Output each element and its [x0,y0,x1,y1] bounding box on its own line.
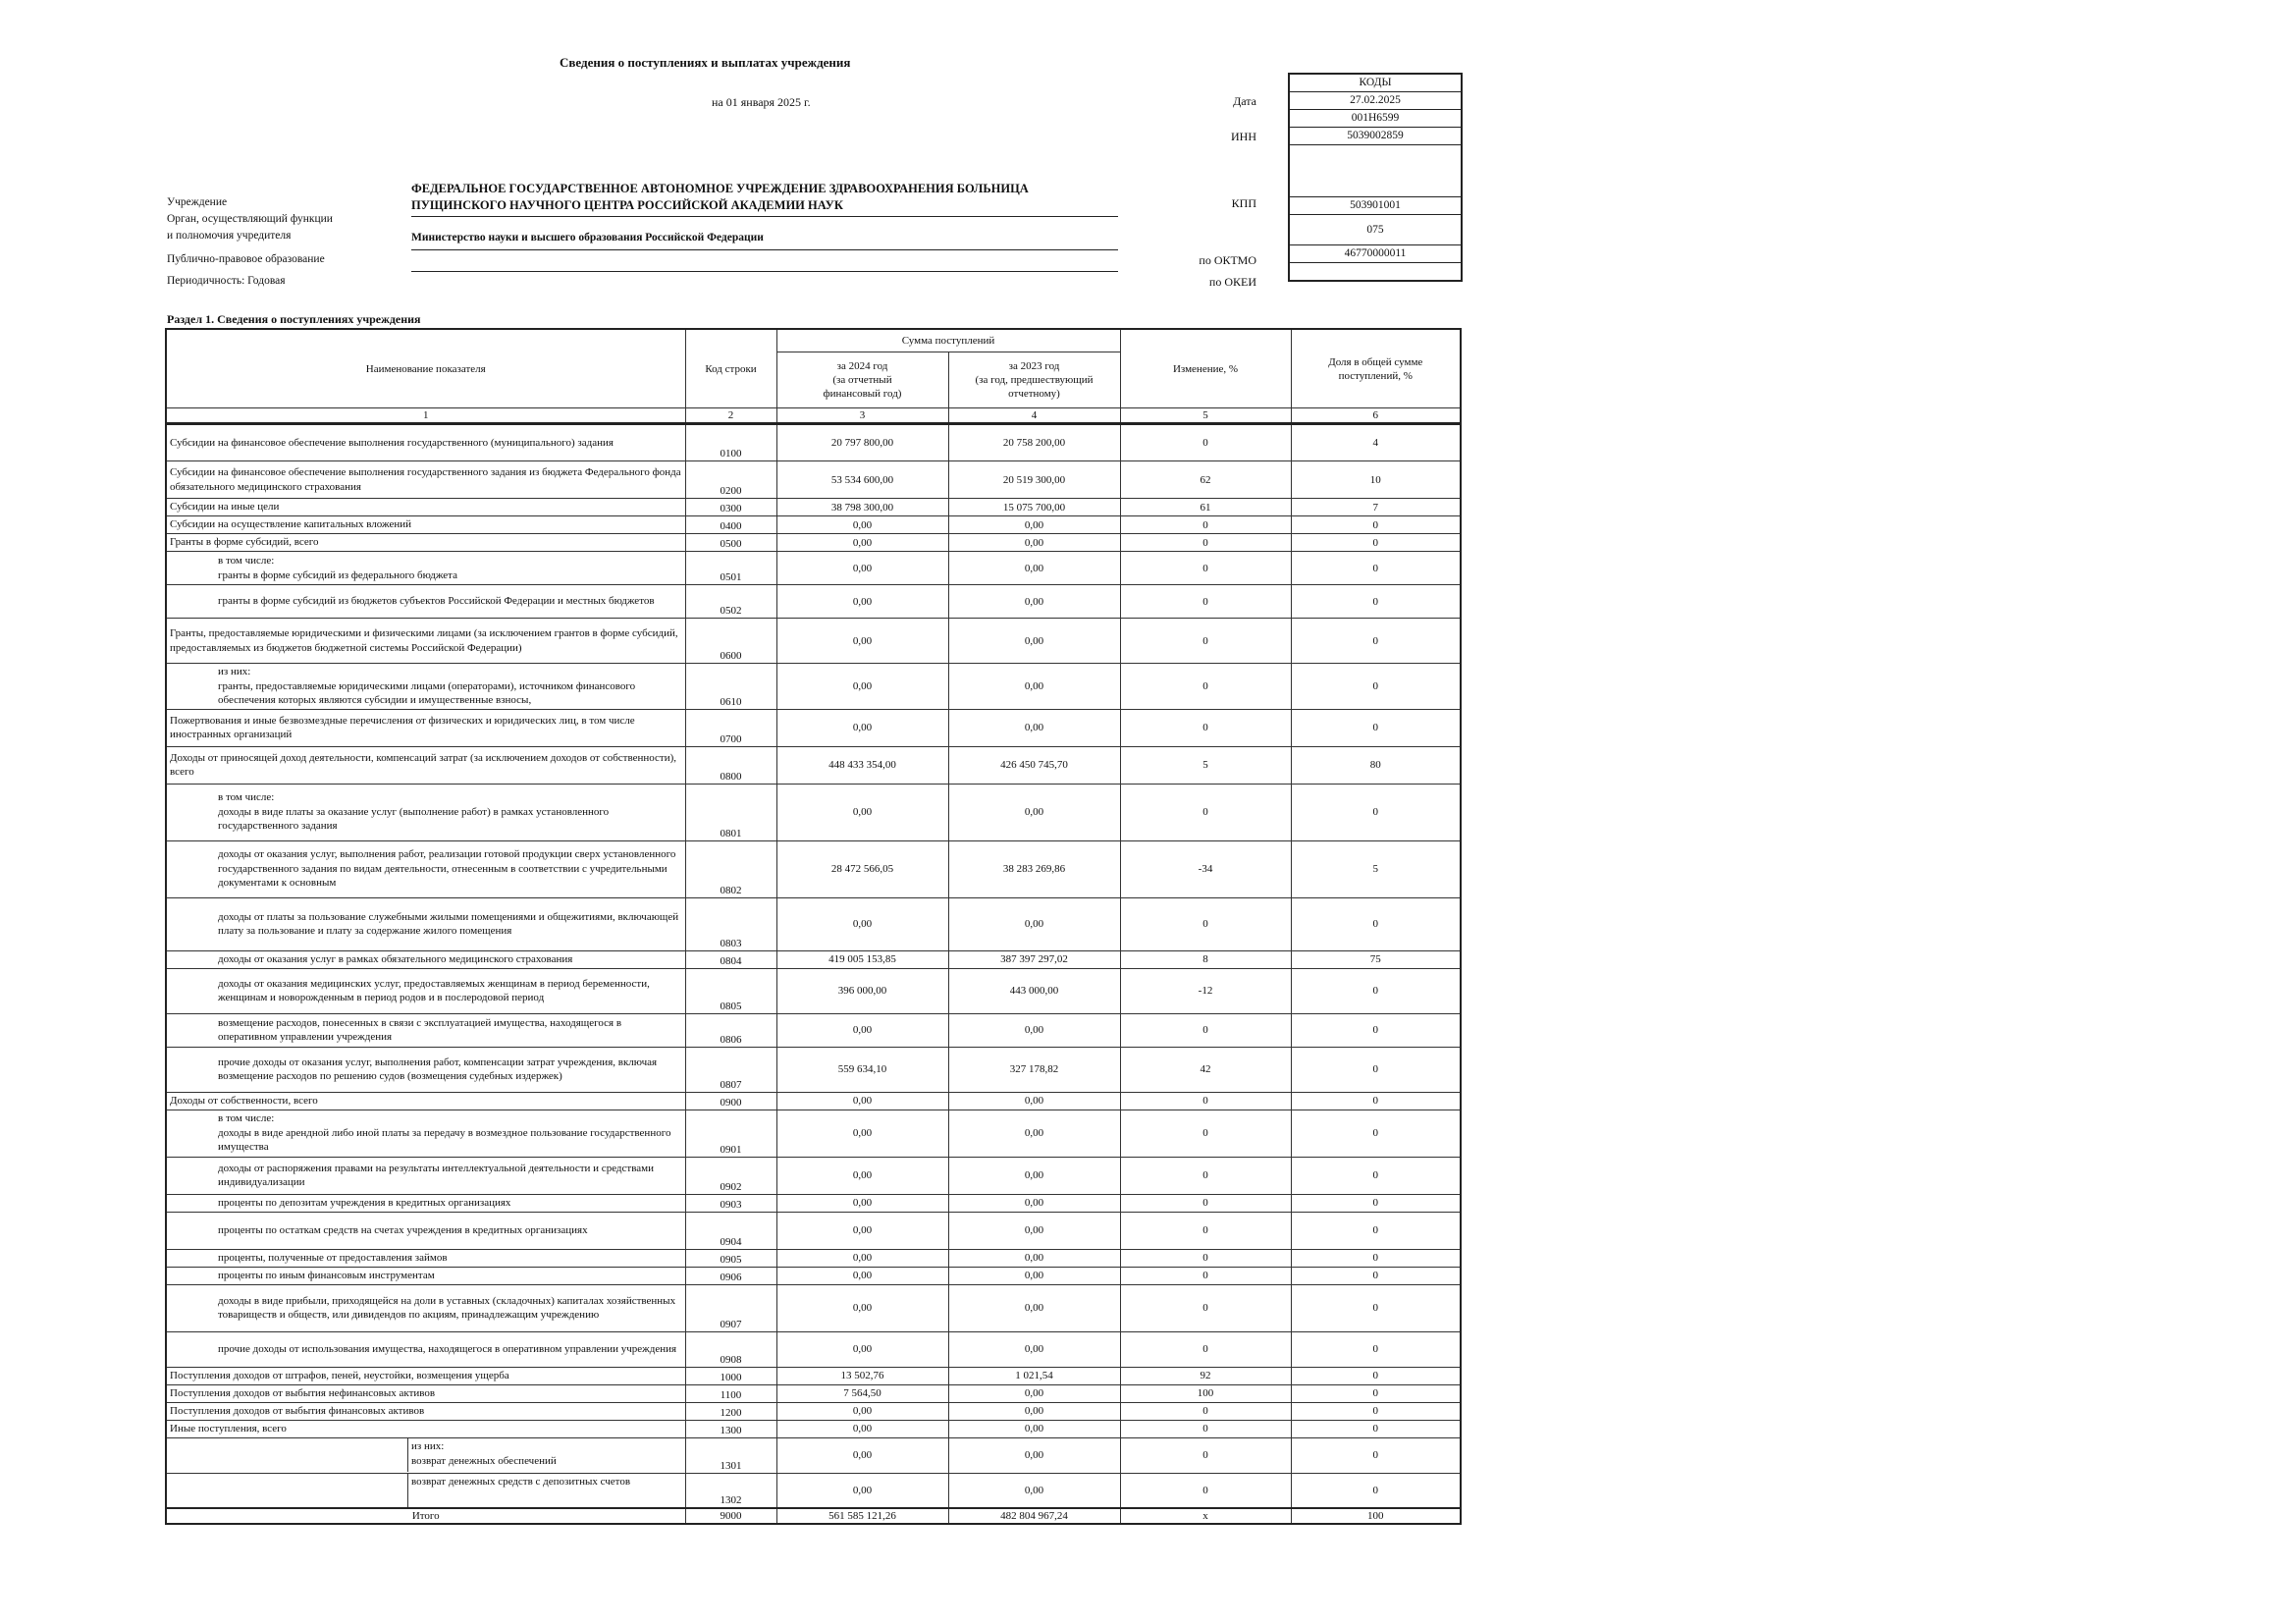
table-row [166,950,1461,968]
organization-name-line1: ФЕДЕРАЛЬНОЕ ГОСУДАРСТВЕННОЕ АВТОНОМНОЕ УЧРЕЖДЕНИЕ ЗДРАВООХРАНЕНИЯ БОЛЬНИЦА [411,182,1029,195]
col-header-previous-line3: отчетному) [1008,388,1060,400]
row-previous-sum: 0,00 [948,1013,1120,1047]
row-code: 0806 [685,1013,776,1047]
row-current-sum: 0,00 [776,552,948,585]
row-previous-sum: 0,00 [948,619,1120,664]
row-name: Субсидии на финансовое обеспечение выполнения государственного (муниципального) задания [166,424,685,461]
col-number: 2 [685,408,776,424]
row-share: 0 [1291,1110,1461,1157]
row-name: Субсидии на финансовое обеспечение выполнения государственного задания из бюджета Федерального фонда обязательного медицинского страхования [166,461,685,499]
row-code: 0400 [685,516,776,534]
kpp-label: КПП [1231,196,1256,210]
row-name: доходы в виде прибыли, приходящейся на доли в уставных (складочных) капиталах хозяйственных товариществ и обществ, или дивидендов по акциям, принадлежащим учреждению [166,1284,685,1331]
row-change: 92 [1120,1367,1291,1384]
row-previous-sum: 0,00 [948,1473,1120,1508]
row-name: проценты по остаткам средств на счетах учреждения в кредитных организациях [166,1212,685,1249]
row-change: 0 [1120,552,1291,585]
row-code: 0700 [685,709,776,746]
total-current: 561 585 121,26 [776,1508,948,1524]
col-number: 6 [1291,408,1461,424]
row-name: доходы от оказания услуг в рамках обязательного медицинского страхования [166,950,685,968]
row-change: 0 [1120,897,1291,950]
row-name: возмещение расходов, понесенных в связи с эксплуатацией имущества, находящегося в оперативном управлении учреждения [166,1013,685,1047]
founder-label-line1: Орган, осуществляющий функции [167,213,333,225]
row-previous-sum: 0,00 [948,1249,1120,1267]
table-row [166,1249,1461,1267]
codes-box [1288,73,1463,282]
row-previous-sum: 0,00 [948,664,1120,710]
row-code: 0807 [685,1047,776,1092]
row-name-cell [166,1437,685,1473]
row-change: 0 [1120,1157,1291,1194]
row-current-sum: 0,00 [776,585,948,619]
row-change: 0 [1120,1110,1291,1157]
table-row [166,664,1461,710]
public-entity-label: Публично-правовое образование [167,253,325,265]
row-code: 0802 [685,840,776,897]
row-current-sum: 7 564,50 [776,1384,948,1402]
row-current-sum: 0,00 [776,1013,948,1047]
row-previous-sum: 0,00 [948,784,1120,840]
row-previous-sum: 0,00 [948,1402,1120,1420]
row-share: 0 [1291,664,1461,710]
row-change: 0 [1120,1267,1291,1284]
row-current-sum: 0,00 [776,1437,948,1473]
row-current-sum: 38 798 300,00 [776,499,948,516]
row-code: 1200 [685,1402,776,1420]
column-numbers-row [166,408,1461,424]
date-label: Дата [1233,94,1256,108]
code-oktmo: 46770000011 [1290,245,1461,263]
table-row [166,1267,1461,1284]
row-previous-sum: 0,00 [948,1331,1120,1367]
row-previous-sum: 0,00 [948,585,1120,619]
row-code: 0801 [685,784,776,840]
row-code: 0300 [685,499,776,516]
row-change: 0 [1120,1420,1291,1437]
table-row [166,1384,1461,1402]
total-label: Итого [166,1508,685,1524]
row-name: Пожертвования и иные безвозмездные перечисления от физических и юридических лиц, в том числе иностранных организаций [166,709,685,746]
oktmo-label: по ОКТМО [1199,253,1256,267]
row-change: -34 [1120,840,1291,897]
row-share: 0 [1291,552,1461,585]
table-row [166,1284,1461,1331]
row-current-sum: 0,00 [776,1331,948,1367]
table-row [166,897,1461,950]
total-row [166,1508,1461,1524]
row-change: 0 [1120,784,1291,840]
table-row [166,424,1461,461]
row-share: 7 [1291,499,1461,516]
row-current-sum: 0,00 [776,1194,948,1212]
row-previous-sum: 0,00 [948,1267,1120,1284]
row-current-sum: 0,00 [776,1212,948,1249]
row-change: 0 [1120,709,1291,746]
row-name: доходы от оказания услуг, выполнения работ, реализации готовой продукции сверх установленного государственного задания по видам деятельности, отнесенным в соответствии с учредительными документами к основным [166,840,685,897]
row-code: 1302 [685,1473,776,1508]
row-current-sum: 0,00 [776,516,948,534]
row-previous-sum: 38 283 269,86 [948,840,1120,897]
code-glava: 075 [1290,215,1461,245]
row-code: 1301 [685,1437,776,1473]
col-number: 5 [1120,408,1291,424]
row-previous-sum: 20 758 200,00 [948,424,1120,461]
row-share: 0 [1291,534,1461,552]
inn-label: ИНН [1231,130,1256,143]
row-name: Доходы от приносящей доход деятельности, компенсаций затрат (за исключением доходов от собственности), всего [166,746,685,784]
row-name: проценты по иным финансовым инструментам [166,1267,685,1284]
row-share: 10 [1291,461,1461,499]
row-code: 1000 [685,1367,776,1384]
col-header-current-line3: финансовый год) [823,388,902,400]
row-name: прочие доходы от использования имущества, находящегося в оперативном управлении учреждения [166,1331,685,1367]
table-body [166,424,1461,1509]
row-change: 0 [1120,1249,1291,1267]
row-previous-sum: 0,00 [948,1157,1120,1194]
row-change: -12 [1120,968,1291,1013]
col-number: 3 [776,408,948,424]
row-current-sum: 20 797 800,00 [776,424,948,461]
row-current-sum: 448 433 354,00 [776,746,948,784]
col-header-previous [948,352,1120,408]
row-previous-sum: 0,00 [948,897,1120,950]
row-change: 0 [1120,1284,1291,1331]
institution-label: Учреждение [167,196,228,208]
col-header-change: Изменение, % [1120,329,1291,408]
code-registry: 001Н6599 [1290,110,1461,128]
row-code: 0903 [685,1194,776,1212]
row-share: 0 [1291,585,1461,619]
col-header-code: Код строки [685,329,776,408]
row-code: 0908 [685,1331,776,1367]
row-change: 0 [1120,534,1291,552]
code-inn: 5039002859 [1290,128,1461,145]
row-name: Субсидии на иные цели [166,499,685,516]
table-row [166,1473,1461,1508]
row-change: 0 [1120,1473,1291,1508]
row-name: из них: возврат денежных обеспечений [411,1440,557,1467]
table-row [166,1013,1461,1047]
row-blank-subcell [167,1474,408,1507]
table-row [166,1110,1461,1157]
row-name: доходы от платы за пользование служебными жилыми помещениями и общежитиями, включающей плату за пользование и плату за содержание жилого помещения [166,897,685,950]
col-header-share-line1: Доля в общей сумме [1328,355,1423,368]
col-header-previous-line2: (за год, предшествующий [975,374,1094,386]
section-title: Раздел 1. Сведения о поступлениях учреждения [167,312,421,326]
row-name: в том числе: гранты в форме субсидий из федерального бюджета [166,552,685,585]
row-previous-sum: 0,00 [948,1437,1120,1473]
row-previous-sum: 0,00 [948,1420,1120,1437]
row-share: 0 [1291,1284,1461,1331]
row-share: 5 [1291,840,1461,897]
row-change: 5 [1120,746,1291,784]
row-change: 0 [1120,1194,1291,1212]
row-name: Поступления доходов от выбытия нефинансовых активов [166,1384,685,1402]
row-code: 0900 [685,1092,776,1110]
row-current-sum: 53 534 600,00 [776,461,948,499]
row-name: проценты, полученные от предоставления займов [166,1249,685,1267]
row-previous-sum: 15 075 700,00 [948,499,1120,516]
total-share: 100 [1291,1508,1461,1524]
row-code: 0901 [685,1110,776,1157]
row-change: 0 [1120,1331,1291,1367]
ministry-underline [411,249,1118,250]
row-code: 0804 [685,950,776,968]
row-name: Поступления доходов от штрафов, пеней, неустойки, возмещения ущерба [166,1367,685,1384]
row-share: 0 [1291,1212,1461,1249]
row-name: Субсидии на осуществление капитальных вложений [166,516,685,534]
row-current-sum: 0,00 [776,619,948,664]
row-change: 8 [1120,950,1291,968]
table-row [166,1331,1461,1367]
row-name: Иные поступления, всего [166,1420,685,1437]
row-current-sum: 0,00 [776,784,948,840]
periodicity-label: Периодичность: Годовая [167,275,286,287]
row-previous-sum: 0,00 [948,1092,1120,1110]
row-share: 0 [1291,1402,1461,1420]
row-current-sum: 0,00 [776,1249,948,1267]
table-row [166,461,1461,499]
table-row [166,1437,1461,1473]
row-change: 42 [1120,1047,1291,1092]
row-current-sum: 0,00 [776,897,948,950]
row-current-sum: 0,00 [776,1092,948,1110]
table-row [166,585,1461,619]
row-code: 0100 [685,424,776,461]
row-current-sum: 13 502,76 [776,1367,948,1384]
row-share: 0 [1291,1249,1461,1267]
codes-title: КОДЫ [1290,75,1461,92]
row-current-sum: 559 634,10 [776,1047,948,1092]
table-row [166,1402,1461,1420]
organization-name-line2: ПУЩИНСКОГО НАУЧНОГО ЦЕНТРА РОССИЙСКОЙ АКАДЕМИИ НАУК [411,198,843,212]
row-share: 0 [1291,1157,1461,1194]
row-share: 0 [1291,619,1461,664]
row-share: 0 [1291,784,1461,840]
code-date: 27.02.2025 [1290,92,1461,110]
table-row [166,1194,1461,1212]
col-header-previous-line1: за 2023 год [1008,360,1060,372]
row-share: 0 [1291,1047,1461,1092]
row-code: 0600 [685,619,776,664]
founder-label-line2: и полномочия учредителя [167,230,292,242]
row-change: 0 [1120,1437,1291,1473]
row-code: 0904 [685,1212,776,1249]
table-row [166,516,1461,534]
row-share: 0 [1291,1331,1461,1367]
row-previous-sum: 426 450 745,70 [948,746,1120,784]
row-share: 0 [1291,709,1461,746]
row-code: 0906 [685,1267,776,1284]
table-row [166,619,1461,664]
row-blank-subcell [167,1438,408,1472]
receipts-table [165,328,1462,1525]
row-share: 0 [1291,1420,1461,1437]
row-name: Доходы от собственности, всего [166,1092,685,1110]
table-row [166,784,1461,840]
row-change: 62 [1120,461,1291,499]
row-change: 0 [1120,1092,1291,1110]
row-change: 0 [1120,1013,1291,1047]
row-code: 0200 [685,461,776,499]
table-row [166,709,1461,746]
total-code: 9000 [685,1508,776,1524]
report-title: Сведения о поступлениях и выплатах учреждения [560,55,851,70]
row-previous-sum: 387 397 297,02 [948,950,1120,968]
row-change: 100 [1120,1384,1291,1402]
row-share: 0 [1291,1013,1461,1047]
row-code: 0905 [685,1249,776,1267]
row-current-sum: 0,00 [776,1267,948,1284]
table-row [166,534,1461,552]
row-share: 4 [1291,424,1461,461]
table-row [166,840,1461,897]
row-previous-sum: 0,00 [948,1384,1120,1402]
col-header-current-line1: за 2024 год [836,360,888,372]
row-current-sum: 28 472 566,05 [776,840,948,897]
row-code: 0502 [685,585,776,619]
public-entity-underline [411,271,1118,272]
row-change: 0 [1120,664,1291,710]
row-change: 0 [1120,585,1291,619]
code-empty-1 [1290,145,1461,197]
row-change: 0 [1120,1212,1291,1249]
row-share: 0 [1291,1437,1461,1473]
row-code: 0805 [685,968,776,1013]
col-header-current-line2: (за отчетный [832,374,892,386]
row-name-cell [166,1473,685,1508]
total-change: x [1120,1508,1291,1524]
row-name: доходы от оказания медицинских услуг, предоставляемых женщинам в период беременности, женщинам и новорожденным в период родов и в послеродовой период [166,968,685,1013]
row-share: 0 [1291,968,1461,1013]
row-code: 0907 [685,1284,776,1331]
row-name: Гранты, предоставляемые юридическими и физическими лицами (за исключением грантов в форме субсидий, предоставляемых из бюджетов бюджетной системы Российской Федерации) [166,619,685,664]
row-name: проценты по депозитам учреждения в кредитных организациях [166,1194,685,1212]
row-previous-sum: 0,00 [948,1194,1120,1212]
table-row [166,1092,1461,1110]
row-name: прочие доходы от оказания услуг, выполнения работ, компенсации затрат учреждения, включая возмещение расходов по решению судов (возмещения судебных издержек) [166,1047,685,1092]
col-number: 4 [948,408,1120,424]
report-date-line: на 01 января 2025 г. [712,95,811,109]
row-code: 0902 [685,1157,776,1194]
row-name: Поступления доходов от выбытия финансовых активов [166,1402,685,1420]
col-header-share-line2: поступлений, % [1338,369,1413,382]
row-code: 0800 [685,746,776,784]
row-name: в том числе: доходы в виде платы за оказание услуг (выполнение работ) в рамках установленного государственного задания [166,784,685,840]
row-code: 0501 [685,552,776,585]
code-okei [1290,263,1461,280]
row-previous-sum: 443 000,00 [948,968,1120,1013]
row-name: из них: гранты, предоставляемые юридическими лицами (операторами), источником финансового обеспечения которых являются субсидии и имущественные взносы, [166,664,685,710]
row-share: 0 [1291,1267,1461,1284]
row-previous-sum: 0,00 [948,709,1120,746]
table-row [166,1157,1461,1194]
code-kpp: 503901001 [1290,197,1461,215]
row-name: Гранты в форме субсидий, всего [166,534,685,552]
row-share: 0 [1291,1473,1461,1508]
row-previous-sum: 0,00 [948,1284,1120,1331]
row-share: 0 [1291,1194,1461,1212]
row-code: 0803 [685,897,776,950]
col-header-name: Наименование показателя [166,329,685,408]
row-change: 0 [1120,424,1291,461]
row-previous-sum: 0,00 [948,516,1120,534]
total-previous: 482 804 967,24 [948,1508,1120,1524]
row-current-sum: 0,00 [776,664,948,710]
row-previous-sum: 327 178,82 [948,1047,1120,1092]
row-name: в том числе: доходы в виде арендной либо иной платы за передачу в возмездное пользование государственного имущества [166,1110,685,1157]
row-current-sum: 0,00 [776,1402,948,1420]
row-code: 0610 [685,664,776,710]
row-code: 1300 [685,1420,776,1437]
row-change: 0 [1120,1402,1291,1420]
ministry-name: Министерство науки и высшего образования Российской Федерации [411,232,764,244]
table-row [166,1212,1461,1249]
row-previous-sum: 0,00 [948,552,1120,585]
row-share: 0 [1291,516,1461,534]
row-current-sum: 0,00 [776,1473,948,1508]
table-row [166,1367,1461,1384]
row-share: 75 [1291,950,1461,968]
row-code: 0500 [685,534,776,552]
row-name: гранты в форме субсидий из бюджетов субъектов Российской Федерации и местных бюджетов [166,585,685,619]
row-share: 0 [1291,897,1461,950]
table-row [166,1420,1461,1437]
row-current-sum: 0,00 [776,1420,948,1437]
row-code: 1100 [685,1384,776,1402]
row-current-sum: 0,00 [776,1284,948,1331]
row-share: 80 [1291,746,1461,784]
row-current-sum: 0,00 [776,534,948,552]
row-previous-sum: 0,00 [948,1212,1120,1249]
row-change: 0 [1120,516,1291,534]
okei-label: по ОКЕИ [1208,275,1256,289]
row-current-sum: 0,00 [776,1110,948,1157]
row-current-sum: 419 005 153,85 [776,950,948,968]
table-row [166,1047,1461,1092]
row-share: 0 [1291,1092,1461,1110]
col-header-sum-group: Сумма поступлений [776,329,1120,352]
organization-name [411,181,1118,214]
table-row [166,746,1461,784]
row-name: возврат денежных средств с депозитных счетов [411,1475,631,1488]
col-header-share [1291,329,1461,408]
row-previous-sum: 20 519 300,00 [948,461,1120,499]
row-previous-sum: 0,00 [948,534,1120,552]
row-change: 0 [1120,619,1291,664]
col-header-current [776,352,948,408]
row-previous-sum: 1 021,54 [948,1367,1120,1384]
table-row [166,552,1461,585]
table-row [166,499,1461,516]
row-current-sum: 0,00 [776,1157,948,1194]
row-share: 0 [1291,1367,1461,1384]
col-number: 1 [166,408,685,424]
table-row [166,968,1461,1013]
row-previous-sum: 0,00 [948,1110,1120,1157]
row-name: доходы от распоряжения правами на результаты интеллектуальной деятельности и средствами индивидуализации [166,1157,685,1194]
row-current-sum: 0,00 [776,709,948,746]
org-underline [411,216,1118,217]
row-current-sum: 396 000,00 [776,968,948,1013]
row-change: 61 [1120,499,1291,516]
row-share: 0 [1291,1384,1461,1402]
